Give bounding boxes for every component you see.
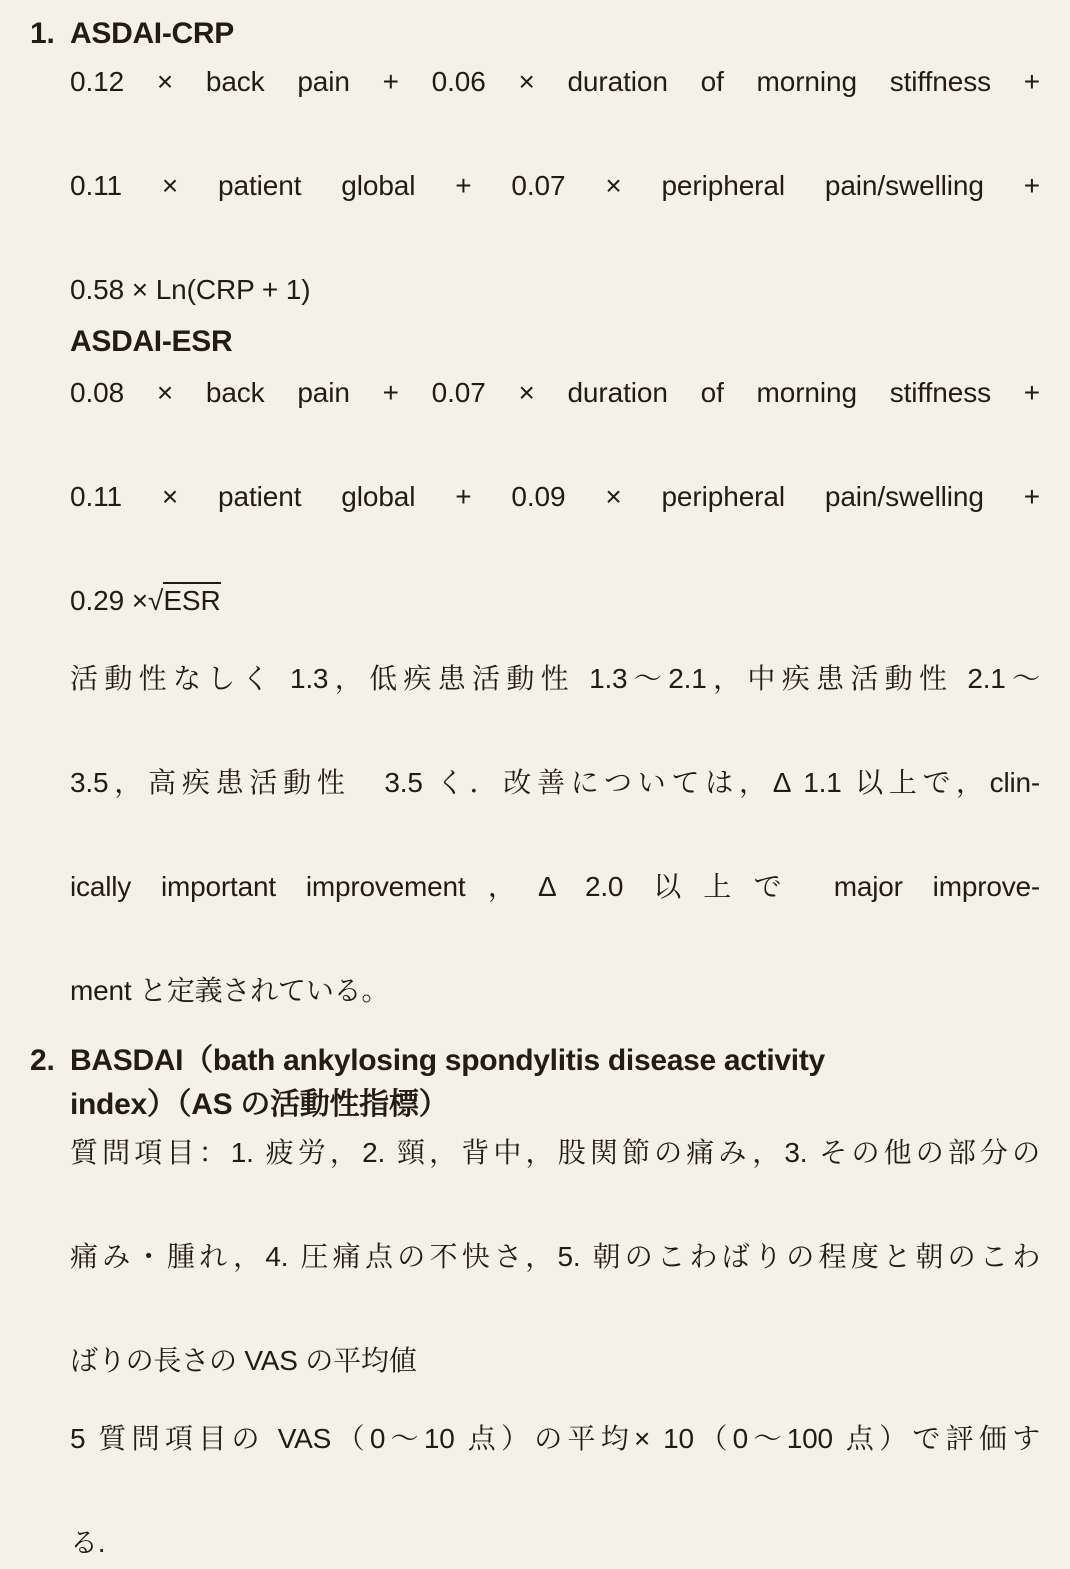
section-number-2: 2.: [30, 1044, 55, 1077]
radical-sign: √: [148, 585, 164, 616]
formula-line-crp-3: 0.58 × Ln(CRP + 1): [70, 274, 311, 305]
note-line-2: 3.5，高疾患活動性 3.5 く．改善については，Δ 1.1 以上で，clin-: [70, 767, 1040, 798]
formula-line-crp-1: 0.12 × back pain + 0.06 × duration of morning stiffness +: [70, 66, 1040, 97]
formula-line-esr-1: 0.08 × back pain + 0.07 × duration of morning stiffness +: [70, 377, 1040, 408]
scoring-line-1: 5 質問項目の VAS（0〜10 点）の平均× 10（0〜100 点）で評価す: [70, 1423, 1040, 1454]
radicand: ESR: [163, 582, 220, 616]
note-line-4: ment と定義されている。: [70, 975, 390, 1006]
section-title-basdai-line2: index）（AS の活動性指標）: [70, 1088, 449, 1121]
scoring-line-2: る.: [70, 1527, 106, 1558]
section-title-basdai-line1: BASDAI（bath ankylosing spondylitis disease activity: [70, 1044, 825, 1077]
note-line-3: ically important improvement，Δ 2.0 以上で major improve-: [70, 871, 1040, 902]
radical-prefix: 0.29 ×: [70, 585, 149, 616]
section-basdai: [30, 1039, 1040, 1569]
questions-line-1: 質問項目：1. 疲労，2. 頸，背中，股関節の痛み，3. その他の部分の: [70, 1137, 1040, 1168]
section-title-asdai-crp: ASDAI-CRP: [70, 17, 234, 50]
formula-line-esr-3: [70, 575, 1040, 627]
note-line-1: 活動性なしく 1.3，低疾患活動性 1.3〜2.1，中疾患活動性 2.1〜: [70, 663, 1040, 694]
section-subtitle-asdai-esr: ASDAI-ESR: [70, 325, 233, 358]
formula-line-crp-2: 0.11 × patient global + 0.07 × peripheral pain/swelling +: [70, 170, 1040, 201]
questions-line-2: 痛み・腫れ，4. 圧痛点の不快さ，5. 朝のこわばりの程度と朝のこわ: [70, 1241, 1040, 1272]
section-asdai: [30, 12, 1040, 1017]
section-number-1: 1.: [30, 17, 55, 50]
questions-line-3: ばりの長さの VAS の平均値: [70, 1345, 417, 1376]
formula-line-esr-2: 0.11 × patient global + 0.09 × peripheral pain/swelling +: [70, 481, 1040, 512]
